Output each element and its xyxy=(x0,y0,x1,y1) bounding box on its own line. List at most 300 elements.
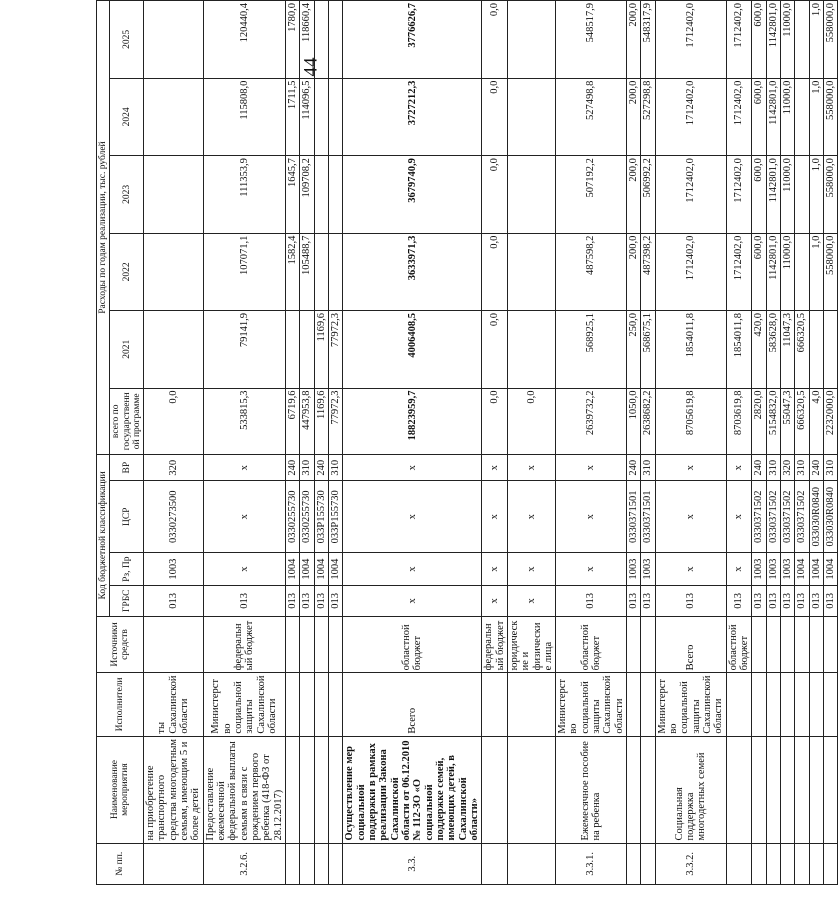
amount-2022: 105488,7 xyxy=(300,233,314,310)
row-num xyxy=(144,843,204,884)
row-source xyxy=(300,616,314,673)
table-row xyxy=(343,1,482,885)
col-name-header: Наименование мероприятия xyxy=(97,736,144,843)
amount-2023: 3679740,9 xyxy=(343,156,482,233)
amount-2025: 120440,4 xyxy=(203,1,285,79)
code-vr: х xyxy=(655,455,726,481)
amount-2024: 1142801,0 xyxy=(766,78,780,155)
amount-2021 xyxy=(285,311,299,388)
amount-2022 xyxy=(328,233,342,310)
amount-2025 xyxy=(328,1,342,79)
row-executor xyxy=(285,673,299,736)
code-csr: х xyxy=(726,481,752,553)
amount-2023: 558000,0 xyxy=(824,156,838,233)
table-row xyxy=(641,1,655,885)
amount-2023 xyxy=(507,156,555,233)
row-num xyxy=(314,843,328,884)
amount-2021 xyxy=(507,311,555,388)
amount-2023: 1,0 xyxy=(809,156,823,233)
amount-2023: 1645,7 xyxy=(285,156,299,233)
amount-2025: 600,0 xyxy=(752,1,766,79)
table-row xyxy=(752,1,766,885)
table-row xyxy=(766,1,780,885)
amount-2021: 250,0 xyxy=(627,311,641,388)
amount-2024: 1712402,0 xyxy=(726,78,752,155)
row-num xyxy=(766,843,780,884)
row-name xyxy=(641,736,655,843)
amount-2022: 3633971,3 xyxy=(343,233,482,310)
row-executor xyxy=(482,673,508,736)
amount-total: 2638682,2 xyxy=(641,388,655,455)
amount-2021: 79141,9 xyxy=(203,311,285,388)
row-executor: Министерство социальной защиты Сахалинской области xyxy=(655,673,726,736)
col-2023-header: 2023 xyxy=(110,156,144,233)
row-name xyxy=(766,736,780,843)
table-row xyxy=(824,1,838,885)
row-executor xyxy=(824,673,838,736)
code-csr: 033P155730 xyxy=(328,481,342,553)
code-csr: 0330371502 xyxy=(752,481,766,553)
row-source xyxy=(285,616,299,673)
row-source xyxy=(781,616,795,673)
table-row xyxy=(328,1,342,885)
code-rzpr: х xyxy=(203,553,285,586)
amount-2021 xyxy=(824,311,838,388)
col-total-header: всего по государственной программе xyxy=(110,388,144,455)
row-source xyxy=(328,616,342,673)
amount-2025: 548517,9 xyxy=(556,1,627,79)
code-vr: 310 xyxy=(824,455,838,481)
amount-2022: 558000,0 xyxy=(824,233,838,310)
row-name xyxy=(795,736,809,843)
row-source: областной бюджет xyxy=(343,616,482,673)
amount-2025: 3776626,7 xyxy=(343,1,482,79)
row-num xyxy=(300,843,314,884)
amount-2025: 548317,9 xyxy=(641,1,655,79)
col-rzpr-header: Рз, Пр xyxy=(110,553,144,586)
row-executor xyxy=(328,673,342,736)
row-source xyxy=(766,616,780,673)
code-rzpr: 1004 xyxy=(795,553,809,586)
row-name: Предоставление ежемесячной федеральной выплаты семьям в связи с рождением первого ребенка (418-ФЗ от 28.12.2017) xyxy=(203,736,285,843)
code-vr: х xyxy=(203,455,285,481)
code-csr: х xyxy=(343,481,482,553)
row-num: 3.3.1. xyxy=(556,843,627,884)
amount-2023: 506992,2 xyxy=(641,156,655,233)
table-row xyxy=(556,1,627,885)
col-2022-header: 2022 xyxy=(110,233,144,310)
amount-2023: 111353,9 xyxy=(203,156,285,233)
table-row xyxy=(655,1,726,885)
row-num xyxy=(781,843,795,884)
amount-2025: 1142801,0 xyxy=(766,1,780,79)
row-executor xyxy=(641,673,655,736)
amount-2023: 11000,0 xyxy=(781,156,795,233)
code-grbs: 013 xyxy=(809,586,823,617)
amount-total: 0,0 xyxy=(482,388,508,455)
table-row xyxy=(781,1,795,885)
code-rzpr: х xyxy=(482,553,508,586)
code-vr: 240 xyxy=(752,455,766,481)
amount-2022: 200,0 xyxy=(627,233,641,310)
col-executor-header: Исполнители xyxy=(97,673,144,736)
amount-2024 xyxy=(507,78,555,155)
code-grbs: 013 xyxy=(203,586,285,617)
amount-total: 2639732,2 xyxy=(556,388,627,455)
table-row xyxy=(795,1,809,885)
amount-2021: 0,0 xyxy=(482,311,508,388)
row-name xyxy=(507,736,555,843)
amount-2024 xyxy=(314,78,328,155)
row-num: 3.3. xyxy=(343,843,482,884)
code-vr: 310 xyxy=(300,455,314,481)
table-row xyxy=(627,1,641,885)
row-name: на приобретение транспортного средства многодетным семьям, имеющим 5 и более детей xyxy=(144,736,204,843)
code-csr: 033030R0840 xyxy=(824,481,838,553)
row-source xyxy=(627,616,641,673)
amount-2022: 0,0 xyxy=(482,233,508,310)
code-grbs: 013 xyxy=(285,586,299,617)
code-rzpr: х xyxy=(726,553,752,586)
row-executor: ты Сахалинской области xyxy=(144,673,204,736)
table-body xyxy=(144,1,838,885)
row-name xyxy=(726,736,752,843)
row-executor xyxy=(507,673,555,736)
amount-total: 2820,0 xyxy=(752,388,766,455)
code-rzpr: 1004 xyxy=(328,553,342,586)
row-executor xyxy=(781,673,795,736)
amount-2022: 487398,2 xyxy=(641,233,655,310)
code-grbs: 013 xyxy=(781,586,795,617)
amount-2025 xyxy=(507,1,555,79)
row-source: Всего xyxy=(655,616,726,673)
code-vr: 320 xyxy=(144,455,204,481)
code-rzpr: 1004 xyxy=(809,553,823,586)
row-num xyxy=(627,843,641,884)
code-vr: 320 xyxy=(781,455,795,481)
amount-2024: 11000,0 xyxy=(781,78,795,155)
amount-2023: 0,0 xyxy=(482,156,508,233)
row-name: Ежемесячное пособие на ребенка xyxy=(556,736,627,843)
code-vr: 240 xyxy=(285,455,299,481)
code-vr: х xyxy=(482,455,508,481)
row-source xyxy=(144,616,204,673)
amount-2022: 1712402,0 xyxy=(655,233,726,310)
amount-2022: 1142801,0 xyxy=(766,233,780,310)
code-rzpr: 1004 xyxy=(314,553,328,586)
row-source: областной бюджет xyxy=(726,616,752,673)
col-2025-header: 2025 xyxy=(110,1,144,79)
col-num-header: № пп. xyxy=(97,843,144,884)
amount-total: 4,0 xyxy=(809,388,823,455)
col-grbs-header: ГРБС xyxy=(110,586,144,617)
amount-2024: 527298,8 xyxy=(641,78,655,155)
code-csr: х xyxy=(203,481,285,553)
code-grbs: 013 xyxy=(726,586,752,617)
code-vr: х xyxy=(343,455,482,481)
amount-2024: 0,0 xyxy=(482,78,508,155)
amount-total: 55047,3 xyxy=(781,388,795,455)
table-row xyxy=(726,1,752,885)
amount-total: 8703619,8 xyxy=(726,388,752,455)
code-vr: х xyxy=(507,455,555,481)
code-rzpr: 1003 xyxy=(641,553,655,586)
col-vr-header: ВР xyxy=(110,455,144,481)
row-num: 3.3.2. xyxy=(655,843,726,884)
row-executor xyxy=(752,673,766,736)
table-row xyxy=(482,1,508,885)
budget-table xyxy=(96,0,838,885)
amount-2022: 107071,1 xyxy=(203,233,285,310)
row-num xyxy=(507,843,555,884)
code-grbs: 013 xyxy=(641,586,655,617)
code-vr: 310 xyxy=(328,455,342,481)
budget-table-rotated xyxy=(96,0,837,885)
amount-2022: 600,0 xyxy=(752,233,766,310)
amount-total: 2232000,0 xyxy=(824,388,838,455)
row-num xyxy=(726,843,752,884)
code-grbs: х xyxy=(482,586,508,617)
amount-2024: 527498,8 xyxy=(556,78,627,155)
row-name: Социальная поддержка многодетных семей xyxy=(655,736,726,843)
code-rzpr: 1003 xyxy=(781,553,795,586)
amount-2021: 77972,3 xyxy=(328,311,342,388)
amount-2023: 200,0 xyxy=(627,156,641,233)
amount-2023: 1712402,0 xyxy=(655,156,726,233)
row-name xyxy=(482,736,508,843)
code-csr: 0330371502 xyxy=(795,481,809,553)
row-source: федеральный бюджет xyxy=(203,616,285,673)
row-executor xyxy=(795,673,809,736)
amount-2022: 11000,0 xyxy=(781,233,795,310)
table-row xyxy=(144,1,204,885)
col-csr-header: ЦСР xyxy=(110,481,144,553)
amount-2023: 109708,2 xyxy=(300,156,314,233)
row-source: юридические и физические лица xyxy=(507,616,555,673)
code-csr: 0330255730 xyxy=(285,481,299,553)
amount-2021: 1169,6 xyxy=(314,311,328,388)
code-csr: х xyxy=(507,481,555,553)
table-row xyxy=(203,1,285,885)
amount-2022: 1,0 xyxy=(809,233,823,310)
code-vr: х xyxy=(726,455,752,481)
amount-2021 xyxy=(809,311,823,388)
row-executor xyxy=(726,673,752,736)
row-name xyxy=(328,736,342,843)
amount-2023: 507192,2 xyxy=(556,156,627,233)
amount-2025: 1,0 xyxy=(809,1,823,79)
amount-2025 xyxy=(144,1,204,79)
row-name xyxy=(314,736,328,843)
amount-2025: 200,0 xyxy=(627,1,641,79)
code-csr: х xyxy=(482,481,508,553)
amount-total: 5154832,0 xyxy=(766,388,780,455)
row-name xyxy=(285,736,299,843)
amount-2021: 1854011,8 xyxy=(655,311,726,388)
code-grbs: 013 xyxy=(795,586,809,617)
code-csr: 033P155730 xyxy=(314,481,328,553)
code-grbs: 013 xyxy=(824,586,838,617)
code-rzpr: 1003 xyxy=(144,553,204,586)
row-num xyxy=(641,843,655,884)
amount-2025: 558000,0 xyxy=(824,1,838,79)
code-grbs: 013 xyxy=(300,586,314,617)
code-vr: 310 xyxy=(641,455,655,481)
code-grbs: х xyxy=(343,586,482,617)
row-num xyxy=(752,843,766,884)
row-executor: Министерство социальной защиты Сахалинской области xyxy=(556,673,627,736)
row-executor: Всего xyxy=(343,673,482,736)
table-row xyxy=(809,1,823,885)
amount-2021: 4006408,5 xyxy=(343,311,482,388)
amount-2022: 1712402,0 xyxy=(726,233,752,310)
amount-2021 xyxy=(144,311,204,388)
amount-2025 xyxy=(795,1,809,79)
amount-2021: 666320,5 xyxy=(795,311,809,388)
code-grbs: 013 xyxy=(766,586,780,617)
code-grbs: х xyxy=(507,586,555,617)
amount-2021: 420,0 xyxy=(752,311,766,388)
amount-2025: 0,0 xyxy=(482,1,508,79)
code-csr: 0330371501 xyxy=(627,481,641,553)
amount-2021: 568675,1 xyxy=(641,311,655,388)
code-group-header: Код бюджетной классификации xyxy=(97,455,110,617)
amount-2021: 583628,0 xyxy=(766,311,780,388)
expense-group-header: Расходы по годам реализации, тыс. рублей xyxy=(97,1,110,455)
amount-2025: 1780,0 xyxy=(285,1,299,79)
code-csr: 0330371502 xyxy=(766,481,780,553)
amount-2024: 1711,5 xyxy=(285,78,299,155)
code-rzpr: х xyxy=(556,553,627,586)
row-num xyxy=(809,843,823,884)
amount-total: 666320,5 xyxy=(795,388,809,455)
amount-total: 8705619,8 xyxy=(655,388,726,455)
amount-2025 xyxy=(314,1,328,79)
amount-2025: 11000,0 xyxy=(781,1,795,79)
col-2024-header: 2024 xyxy=(110,78,144,155)
row-num xyxy=(824,843,838,884)
table-row xyxy=(507,1,555,885)
code-vr: 240 xyxy=(809,455,823,481)
row-name xyxy=(752,736,766,843)
code-grbs: 013 xyxy=(752,586,766,617)
code-grbs: 013 xyxy=(655,586,726,617)
row-name xyxy=(627,736,641,843)
code-rzpr: х xyxy=(655,553,726,586)
row-name: Осуществление мер социальной поддержки в рамках реализации Закона Сахалинской области от 06.12.2010 № 112-ЗО «О социальной поддержке семей, имеющих детей, в Сахалинской области» xyxy=(343,736,482,843)
amount-2025: 1712402,0 xyxy=(655,1,726,79)
amount-2025: 118660,4 xyxy=(300,1,314,79)
code-vr: 310 xyxy=(766,455,780,481)
code-vr: 310 xyxy=(795,455,809,481)
code-csr: 033030R0840 xyxy=(809,481,823,553)
table-row xyxy=(314,1,328,885)
amount-2025: 1712402,0 xyxy=(726,1,752,79)
table-row xyxy=(285,1,299,885)
code-vr: 240 xyxy=(314,455,328,481)
code-grbs: 013 xyxy=(556,586,627,617)
amount-2024 xyxy=(795,78,809,155)
row-source xyxy=(752,616,766,673)
code-grbs: 013 xyxy=(328,586,342,617)
amount-total: 6719,6 xyxy=(285,388,299,455)
amount-2022: 1582,4 xyxy=(285,233,299,310)
page-number: 44 xyxy=(300,57,322,77)
row-executor xyxy=(314,673,328,736)
amount-total: 533815,3 xyxy=(203,388,285,455)
row-num xyxy=(285,843,299,884)
amount-total: 18823959,7 xyxy=(343,388,482,455)
amount-2021: 568925,1 xyxy=(556,311,627,388)
code-csr: х xyxy=(655,481,726,553)
col-2021-header: 2021 xyxy=(110,311,144,388)
amount-total: 0,0 xyxy=(507,388,555,455)
amount-2024: 3727212,3 xyxy=(343,78,482,155)
amount-total: 1169,6 xyxy=(314,388,328,455)
row-executor xyxy=(809,673,823,736)
code-csr: 0330273500 xyxy=(144,481,204,553)
code-rzpr: 1003 xyxy=(627,553,641,586)
code-rzpr: х xyxy=(507,553,555,586)
amount-2024: 115808,0 xyxy=(203,78,285,155)
row-source: федеральный бюджет xyxy=(482,616,508,673)
row-source xyxy=(795,616,809,673)
amount-2022 xyxy=(795,233,809,310)
code-rzpr: 1004 xyxy=(300,553,314,586)
code-rzpr: х xyxy=(343,553,482,586)
amount-total: 0,0 xyxy=(144,388,204,455)
code-rzpr: 1003 xyxy=(752,553,766,586)
amount-total: 1050,0 xyxy=(627,388,641,455)
code-csr: 0330255730 xyxy=(300,481,314,553)
row-executor xyxy=(300,673,314,736)
row-num xyxy=(328,843,342,884)
amount-2022: 487598,2 xyxy=(556,233,627,310)
amount-2021 xyxy=(300,311,314,388)
amount-2024: 600,0 xyxy=(752,78,766,155)
amount-2024 xyxy=(144,78,204,155)
row-source: областной бюджет xyxy=(556,616,627,673)
amount-2021: 11047,3 xyxy=(781,311,795,388)
amount-2023: 1142801,0 xyxy=(766,156,780,233)
code-csr: 0330371501 xyxy=(641,481,655,553)
row-source xyxy=(641,616,655,673)
row-name xyxy=(824,736,838,843)
code-grbs: 013 xyxy=(314,586,328,617)
code-grbs: 013 xyxy=(627,586,641,617)
table-row xyxy=(300,1,314,885)
amount-2024: 1,0 xyxy=(809,78,823,155)
row-name xyxy=(781,736,795,843)
row-name xyxy=(809,736,823,843)
row-executor xyxy=(627,673,641,736)
amount-total: 447953,8 xyxy=(300,388,314,455)
amount-2023 xyxy=(144,156,204,233)
code-vr: 240 xyxy=(627,455,641,481)
code-grbs: 013 xyxy=(144,586,204,617)
code-rzpr: 1004 xyxy=(285,553,299,586)
amount-total: 77972,3 xyxy=(328,388,342,455)
col-source-header: Источники средств xyxy=(97,616,144,673)
amount-2024 xyxy=(328,78,342,155)
amount-2022 xyxy=(314,233,328,310)
row-name xyxy=(300,736,314,843)
amount-2024: 200,0 xyxy=(627,78,641,155)
amount-2021: 1854011,8 xyxy=(726,311,752,388)
code-rzpr: 1003 xyxy=(766,553,780,586)
row-executor: Министерство социальной защиты Сахалинской области xyxy=(203,673,285,736)
amount-2023 xyxy=(328,156,342,233)
